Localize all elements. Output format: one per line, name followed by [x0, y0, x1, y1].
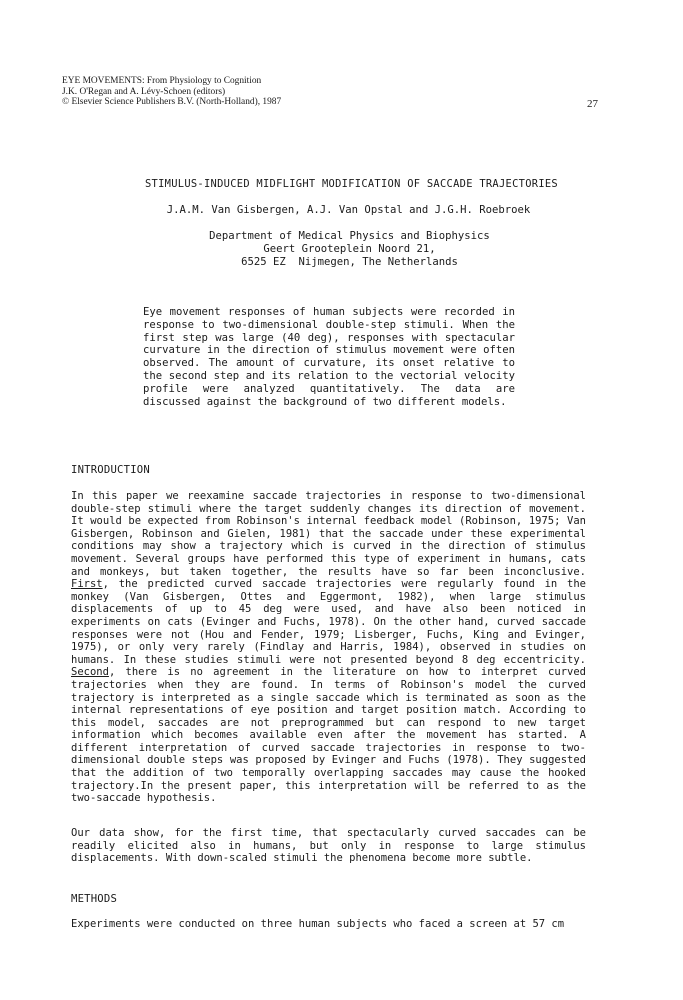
intro-text-part-1: In this paper we reexamine saccade trajectories in response to two-dimensional double-step stimuli where the target suddenly changes its direction of movement. It would be expected from Robinson's internal feedback model (Robinson, 1975; Van Gisbergen, Robinson and Gielen, 1981) that the saccade under these experimental conditions may show a trajectory which is curved in the direction of stimulus movement. Several groups have performed this type of experiment in humans, cats and monkeys, but taken together, the results have so far been inconclusive.: [71, 490, 586, 578]
intro-second-word: Second: [71, 666, 109, 679]
book-title: EYE MOVEMENTS: From Physiology to Cognition: [62, 76, 262, 86]
methods-heading: METHODS: [71, 893, 118, 905]
intro-first-word: First: [71, 578, 103, 591]
running-header: [62, 76, 582, 108]
abstract: Eye movement responses of human subjects were recorded in response to two-dimensional double-step stimuli. When the first step was large (40 deg), responses with spectacular curvature in the direction of stimulus movement were often observed. The amount of curvature, its onset relative to the second step and its relation to the vectorial velocity profile were analyzed quantitatively. The data are discussed against the background of two different models.: [143, 306, 515, 408]
page-number: 27: [587, 98, 598, 110]
introduction-paragraph-2: Our data show, for the first time, that spectacularly curved saccades can be readily elicited also in humans, but only in response to large stimulus displacements. With down-scaled stimuli the phenomena become more subtle.: [71, 827, 586, 865]
paper-title: STIMULUS-INDUCED MIDFLIGHT MODIFICATION OF SACCADE TRAJECTORIES: [144, 178, 558, 190]
publisher-line: © Elsevier Science Publishers B.V. (North-Holland), 1987: [62, 97, 282, 107]
author-list: J.A.M. Van Gisbergen, A.J. Van Opstal and J.G.H. Roebroek: [166, 204, 531, 216]
methods-paragraph-1: Experiments were conducted on three human subjects who faced a screen at 57 cm: [71, 918, 565, 930]
affiliation: [0, 230, 683, 269]
affiliation-line-3: 6525 EZ Nijmegen, The Netherlands: [241, 256, 458, 268]
intro-text-part-3: , there is no agreement in the literature on how to interpret curved trajectories when they are found. In terms of Robinson's model the curved trajectory is interpreted as a single saccade which is terminated as soon as the internal representations of eye position and target position match. According to this model, saccades are not preprogrammed but can respond to new target information which becomes available even after the movement has started. A different interpretation of curved saccade trajectories in response to two-dimensional double steps was proposed by Evinger and Fuchs (1978). They suggested that the addition of two temporally overlapping saccades may cause the hooked trajectory.In the present paper, this interpretation will be referred to as the two-saccade hypothesis.: [71, 666, 586, 805]
book-editors: J.K. O'Regan and A. Lévy-Schoen (editors): [62, 86, 226, 97]
affiliation-line-1: Department of Medical Physics and Biophysics: [209, 230, 490, 242]
introduction-paragraph-1: [71, 490, 586, 805]
affiliation-line-2: Geert Grooteplein Noord 21,: [263, 243, 436, 255]
intro-text-part-2: , the predicted curved saccade trajectories were regularly found in the monkey (Van Gisbergen, Ottes and Eggermont, 1982), when large stimulus displacements of up to 45 deg were used, and have also been noticed in experiments on cats (Evinger and Fuchs, 1978). On the other hand, curved saccade responses were not (Hou and Fender, 1979; Lisberger, Fuchs, King and Evinger, 1975), or only very rarely (Findlay and Harris, 1984), observed in studies on humans. In these studies stimuli were not presented beyond 8 deg eccentricity.: [71, 578, 586, 666]
introduction-heading: INTRODUCTION: [71, 464, 150, 476]
